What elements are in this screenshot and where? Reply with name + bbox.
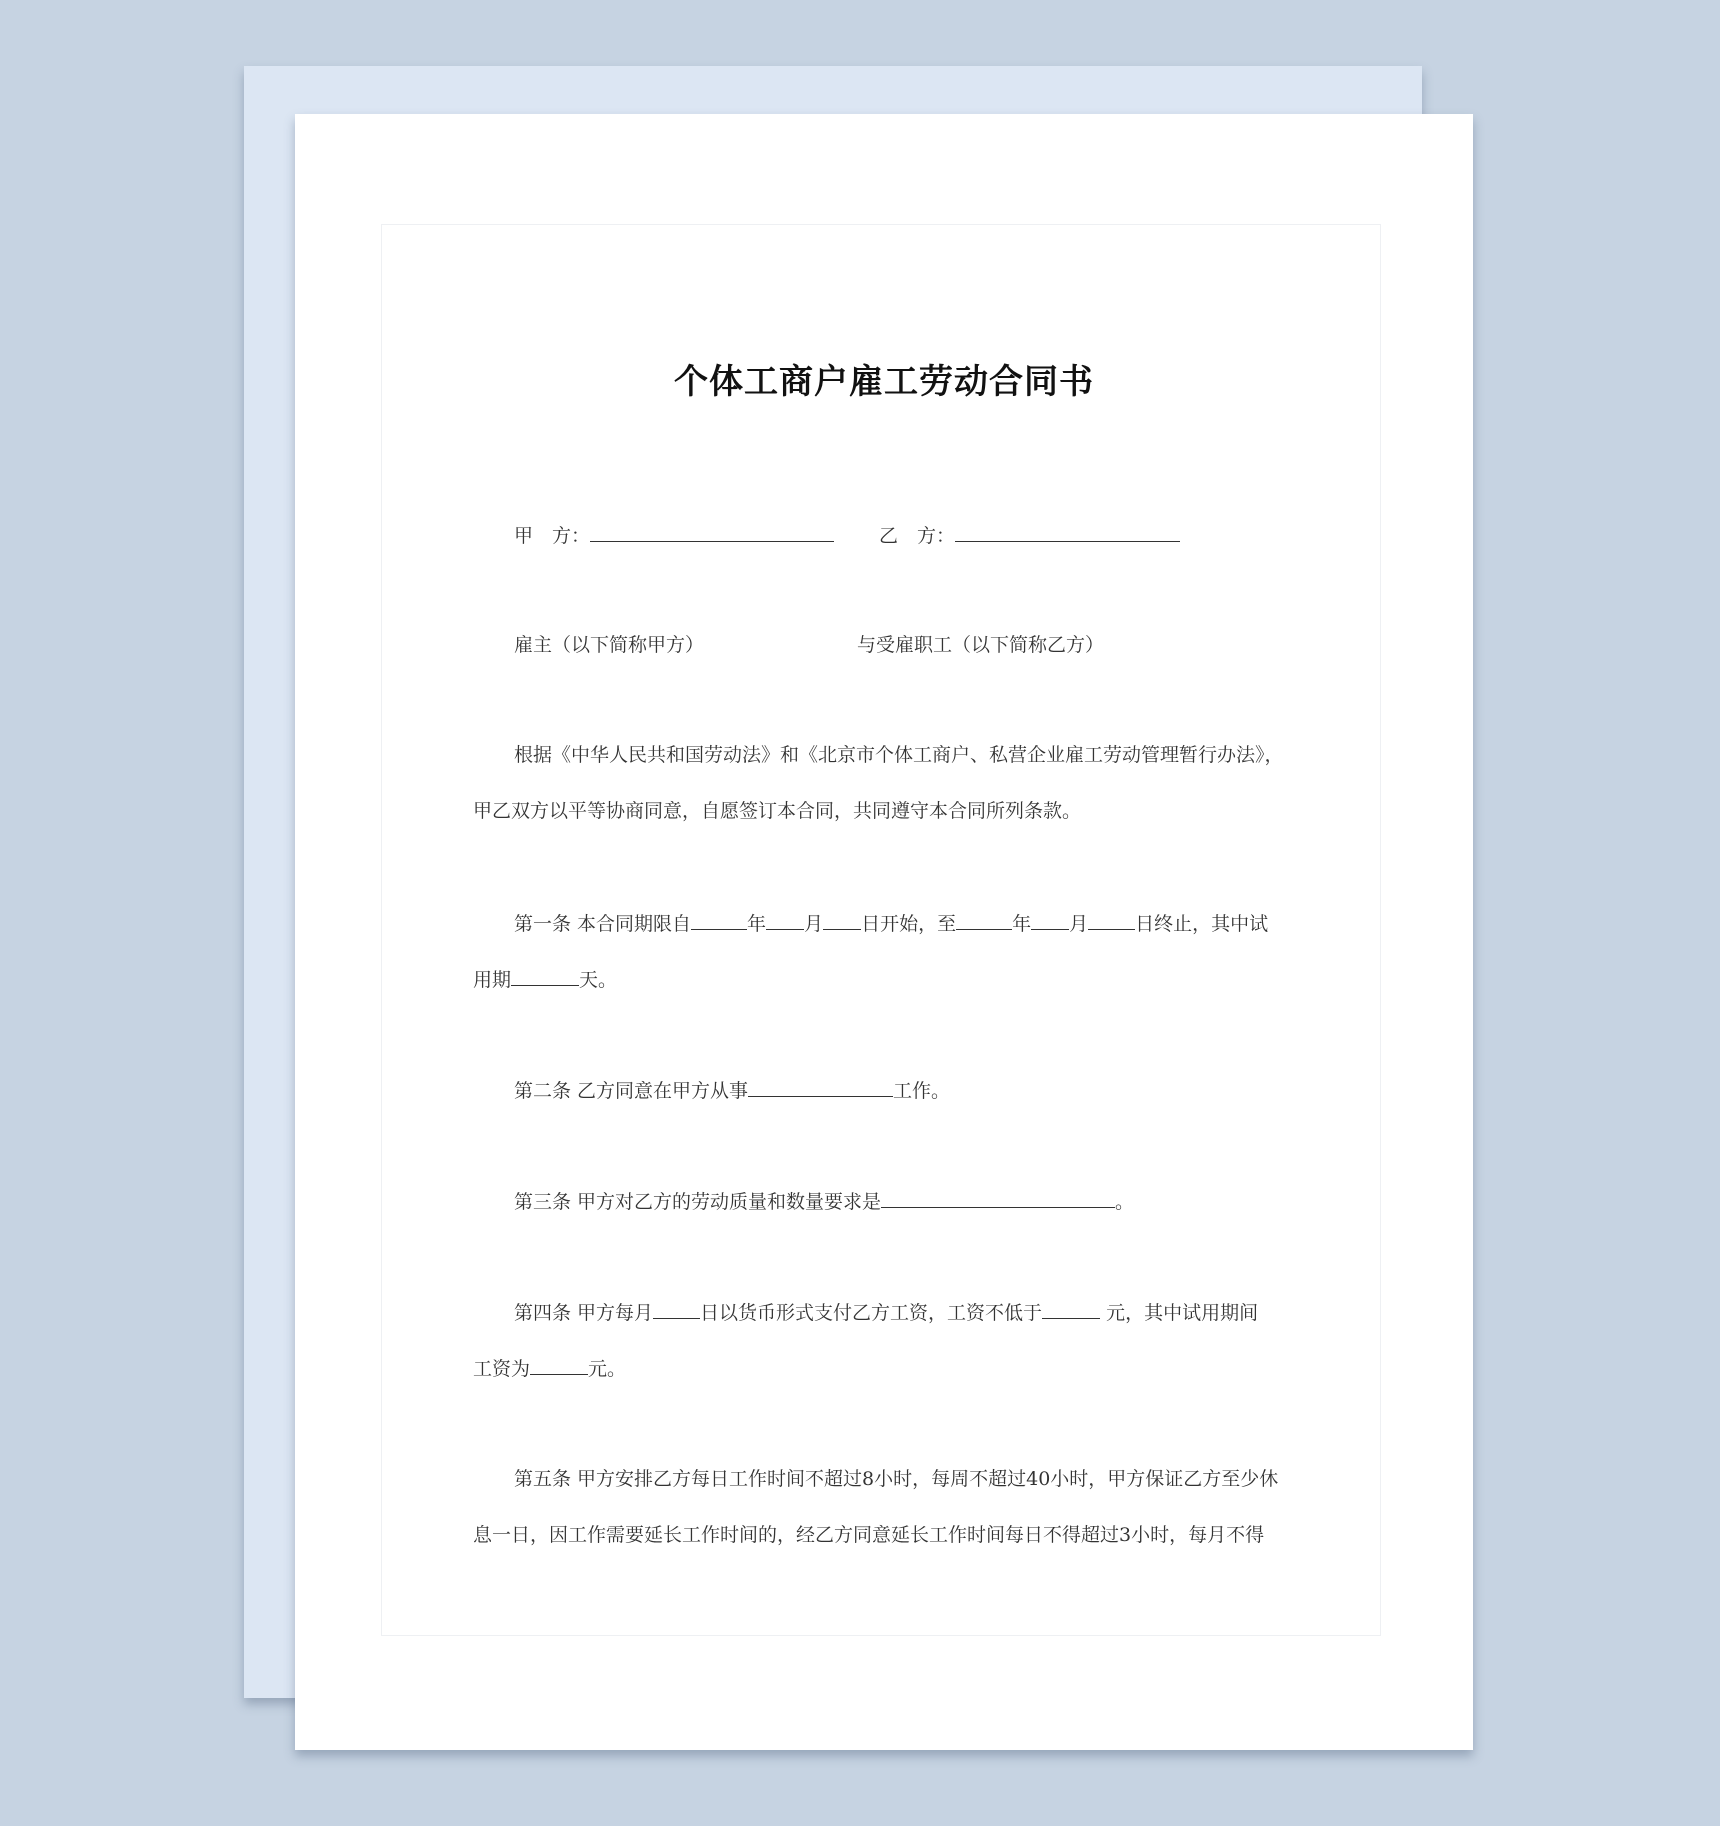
employer-role: 雇主（以下简称甲方）: [514, 634, 705, 656]
probation-days-blank[interactable]: [511, 967, 579, 986]
article-2-suffix: 工作。: [893, 1080, 951, 1102]
party-b-label: 乙 方：: [879, 525, 956, 547]
article-2-intro: 第二条 乙方同意在甲方从事: [514, 1080, 749, 1102]
article-4-line-1: [514, 1300, 1258, 1325]
probation-wage-label: 工资为: [473, 1358, 531, 1380]
end-day-label: 日终止，其中试: [1135, 913, 1269, 935]
article-2: [514, 1078, 950, 1103]
article-4-intro: 第四条 甲方每月: [514, 1302, 654, 1324]
end-month-blank[interactable]: [1031, 911, 1069, 930]
payday-blank[interactable]: [653, 1300, 700, 1319]
party-b-row: [879, 523, 1180, 548]
start-month-blank[interactable]: [766, 911, 804, 930]
end-year-label: 年: [1012, 913, 1032, 935]
probation-wage-blank[interactable]: [530, 1356, 588, 1375]
article-4-line-2: [473, 1356, 626, 1381]
end-month-label: 月: [1069, 913, 1089, 935]
article-1-line-2: [473, 967, 617, 992]
article-3-intro: 第三条 甲方对乙方的劳动质量和数量要求是: [514, 1191, 882, 1213]
party-b-blank[interactable]: [955, 523, 1180, 542]
party-a-label: 甲 方：: [514, 525, 591, 547]
end-year-blank[interactable]: [956, 911, 1012, 930]
min-wage-blank[interactable]: [1042, 1300, 1100, 1319]
article-3-suffix: 。: [1115, 1191, 1135, 1213]
employee-role: 与受雇职工（以下简称乙方）: [857, 634, 1105, 656]
article-1-line-1: [514, 911, 1268, 936]
article-5-line-2: 息一日，因工作需要延长工作时间的，经乙方同意延长工作时间每日不得超过3小时，每月不得: [473, 1524, 1265, 1546]
article-4-mid: 日以货币形式支付乙方工资，工资不低于: [700, 1302, 1043, 1324]
start-day-blank[interactable]: [823, 911, 861, 930]
party-a-blank[interactable]: [590, 523, 834, 542]
party-a-row: [514, 523, 834, 548]
job-blank[interactable]: [748, 1078, 893, 1097]
end-day-blank[interactable]: [1088, 911, 1135, 930]
article-3: [514, 1189, 1134, 1214]
preamble-line-2: 甲乙双方以平等协商同意，自愿签订本合同，共同遵守本合同所列条款。: [473, 800, 1082, 822]
preamble-line-1: 根据《中华人民共和国劳动法》和《北京市个体工商户、私营企业雇工劳动管理暂行办法》，: [514, 744, 1284, 766]
document-title: 个体工商户雇工劳动合同书: [674, 362, 1094, 402]
document-page: [295, 114, 1473, 1750]
start-year-label: 年: [747, 913, 767, 935]
article-4-tail: 元，其中试用期间: [1100, 1302, 1259, 1324]
probation-wage-suffix: 元。: [588, 1358, 627, 1380]
probation-days-suffix: 天。: [579, 969, 618, 991]
article-1-intro: 第一条 本合同期限自: [514, 913, 692, 935]
start-month-label: 月: [804, 913, 824, 935]
start-day-label: 日开始，至: [861, 913, 957, 935]
start-year-blank[interactable]: [691, 911, 747, 930]
probation-label: 用期: [473, 969, 512, 991]
article-5-line-1: 第五条 甲方安排乙方每日工作时间不超过8小时，每周不超过40小时，甲方保证乙方至少休: [514, 1468, 1279, 1490]
quality-requirement-blank[interactable]: [881, 1189, 1115, 1208]
